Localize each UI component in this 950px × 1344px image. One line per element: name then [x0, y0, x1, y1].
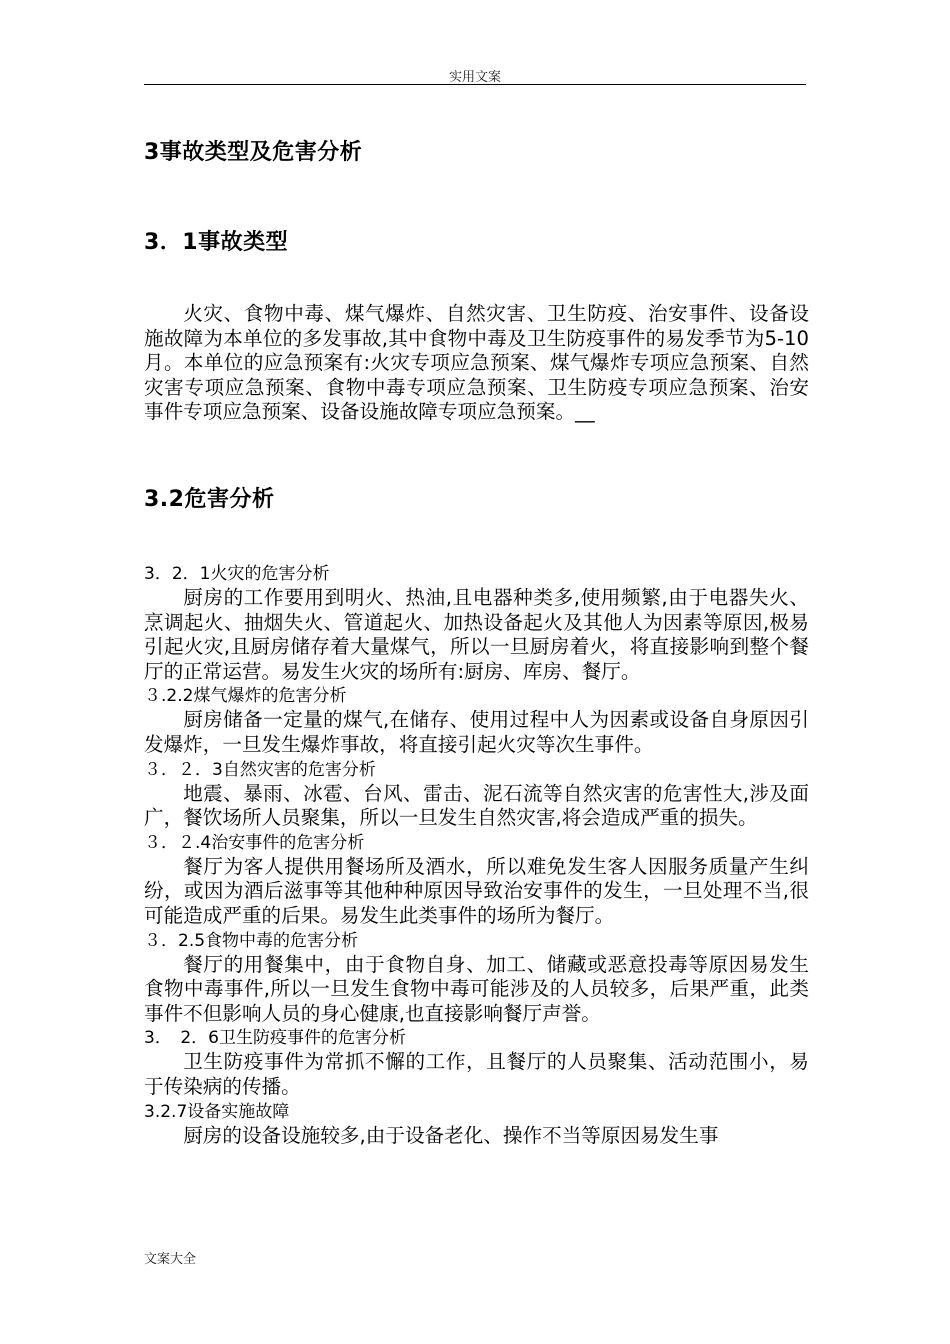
subsection-paragraph: 厨房的设备设施较多,由于设备老化、操作不当等原因易发生事: [183, 1123, 719, 1147]
subsection-paragraph: 厨房的工作要用到明火、热油,且电器种类多,使用频繁,由于电器失火、烹调起火、抽烟失火、管道起火、加热设备起火及其他人为因素等原因,极易引起火灾,且厨房储存着大量煤气，所以一旦厨房着火，将直接影响到整个餐厅的正常运营。易发生火灾的场所有:厨房、库房、餐厅。: [144, 586, 809, 683]
section-3-2-title: 3.2危害分析: [144, 487, 275, 512]
subsection-heading: ３．２.4治安事件的危害分析: [144, 832, 365, 853]
subsection-paragraph: 卫生防疫事件为常抓不懈的工作，且餐厅的人员聚集、活动范围小，易于传染病的传播。: [144, 1050, 809, 1098]
subsection-paragraph: 地震、暴雨、冰雹、台风、雷击、泥石流等自然灾害的危害性大,涉及面广，餐饮场所人员聚集，所以一旦发生自然灾害,将会造成严重的损失。: [144, 781, 809, 830]
page-footer: 文案大全: [144, 1252, 197, 1267]
subsection-heading: ３．２．3自然灾害的危害分析: [144, 759, 376, 780]
section-3-title: 3事故类型及危害分析: [144, 140, 363, 165]
subsection-heading: 3．2．1火灾的危害分析: [144, 564, 330, 584]
subsection-heading: 3． 2．6卫生防疫事件的危害分析: [144, 1028, 406, 1049]
subsection-heading: ３．2.5食物中毒的危害分析: [144, 930, 359, 951]
subsection-heading: ３.2.2煤气爆炸的危害分析: [144, 686, 347, 707]
section-3-1-title: 3．1事故类型: [144, 230, 289, 255]
subsection-paragraph: 厨房储备一定量的煤气,在储存、使用过程中人为因素或设备自身原因引发爆炸，一旦发生爆炸事故，将直接引起火灾等次生事件。: [144, 708, 809, 756]
page-header: 实用文案: [448, 70, 501, 85]
subsection-heading: 3.2.7设备实施故障: [144, 1101, 290, 1122]
section-3-2-body: [144, 562, 809, 1148]
subsection-paragraph: 餐厅为客人提供用餐场所及酒水，所以难免发生客人因服务质量产生纠纷，或因为酒后滋事等其他种种原因导致治安事件的发生，一旦处理不当,很可能造成严重的后果。易发生此类事件的场所为餐厅。: [144, 854, 809, 927]
section-3-1-paragraph: 火灾、食物中毒、煤气爆炸、自然灾害、卫生防疫、治安事件、设备设施故障为本单位的多发事故,其中食物中毒及卫生防疫事件的易发季节为5-10月。本单位的应急预案有:火灾专项应急预案、煤气爆炸专项应急预案、自然灾害专项应急预案、食物中毒专项应急预案、卫生防疫专项应急预案、治安事件专项应急预案、设备设施故障专项应急预案。__: [144, 302, 809, 424]
header-divider: [144, 84, 806, 85]
subsection-paragraph: 餐厅的用餐集中，由于食物自身、加工、储藏或恶意投毒等原因易发生食物中毒事件,所以一旦发生食物中毒可能涉及的人员较多，后果严重，此类事件不但影响人员的身心健康,也直接影响餐厅声誉。: [144, 952, 809, 1025]
